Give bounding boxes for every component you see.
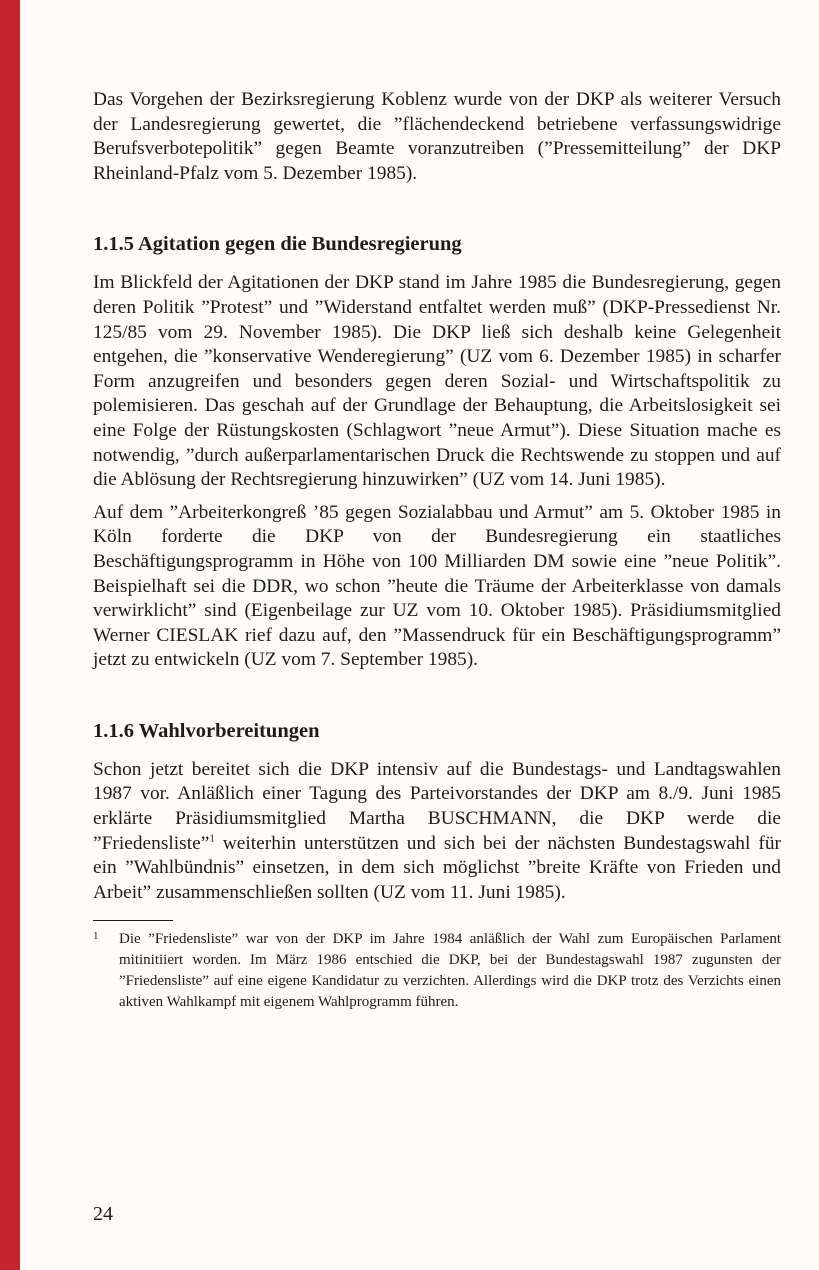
paragraph-arbeiterkongress: Auf dem ”Arbeiterkongreß ’85 gegen Sozialabbau und Armut” am 5. Oktober 1985 in Köln forderte die DKP von der Bundesregierung ein staatliches Beschäftigungsprogramm in Höhe von 100 Milliarden DM sowie eine ”neue Politik”. Beispielhaft sei die DDR, wo schon ”heute die Träume der Arbeiterklasse von damals verwirklicht” sind (Eigenbeilage zur UZ vom 10. Oktober 1985). Präsidiumsmitglied Werner CIESLAK rief dazu auf, den ”Massendruck für ein Beschäftigungsprogramm” jetzt zu entwickeln (UZ vom 7. September 1985). [93,501,781,671]
paragraph-text-part-2: weiterhin unterstützen und sich bei der nächsten Bundestagswahl für ein ”Wahlbündnis” einsetzen, in dem sich möglichst ”breite Kräfte von Frieden und Arbeit” zusammenschließen sollten (UZ vom 11. Juni 1985). [93,832,781,903]
page-number: 24 [93,1203,113,1225]
paragraph-text-part-1: Schon jetzt bereitet sich die DKP intensiv auf die Bundestags- und Landtagswahlen 1987 vor. Anläßlich einer Tagung des Parteivorstandes der DKP am 8./9. Juni 1985 erklärte Präsidiumsmitglied Martha BUSCHMANN, die DKP werde die ”Friedensliste” [93,758,781,854]
section-heading-1-1-5: 1.1.5 Agitation gegen die Bundesregierung [93,233,462,256]
page-body [93,88,781,1013]
footnote-mark: 1 [93,930,99,943]
red-page-edge [0,0,20,1270]
footnote [93,929,781,1012]
section-heading-1-1-6: 1.1.6 Wahlvorbereitungen [93,719,320,742]
paragraph-intro: Das Vorgehen der Bezirksregierung Koblenz wurde von der DKP als weiterer Versuch der Landesregierung gewertet, die ”flächendeckend betriebene verfassungswidrige Berufsverbotepolitik” gegen Beamte voranzutreiben (”Pressemitteilung” der DKP Rheinland-Pfalz vom 5. Dezember 1985). [93,89,781,184]
footnote-reference: 1 [209,832,215,845]
footnote-text: Die ”Friedensliste” war von der DKP im Jahre 1984 anläßlich der Wahl zum Europäischen Parlament mitinitiiert worden. Im März 1986 entschied die DKP, bei der Bundestagswahl 1987 zugunsten der ”Friedensliste” auf eine eigene Kandidatur zu verzichten. Allerdings wird die DKP trotz des Verzichts einen aktiven Wahlkampf mit eigenem Wahlprogramm führen. [119,931,781,1010]
paragraph-wahlvorbereitungen [93,758,781,906]
footnote-divider [93,920,173,921]
paragraph-agitation: Im Blickfeld der Agitationen der DKP stand im Jahre 1985 die Bundesregierung, gegen deren Politik ”Protest” und ”Widerstand entfaltet werden muß” (DKP-Pressedienst Nr. 125/85 vom 29. November 1985). Die DKP ließ sich deshalb keine Gelegenheit entgehen, die ”konservative Wenderegierung” (UZ vom 6. Dezember 1985) in scharfer Form anzugreifen und besonders gegen deren Sozial- und Wirtschaftspolitik zu polemisieren. Das geschah auf der Grundlage der Behauptung, die Arbeitslosigkeit sei eine Folge der Rüstungskosten (Schlagwort ”neue Armut”). Diese Situation mache es notwendig, ”durch außerparlamentarischen Druck die Rechtswende zu stoppen und auf die Ablösung der Rechtsregierung hinzuwirken” (UZ vom 14. Juni 1985). [93,272,781,491]
